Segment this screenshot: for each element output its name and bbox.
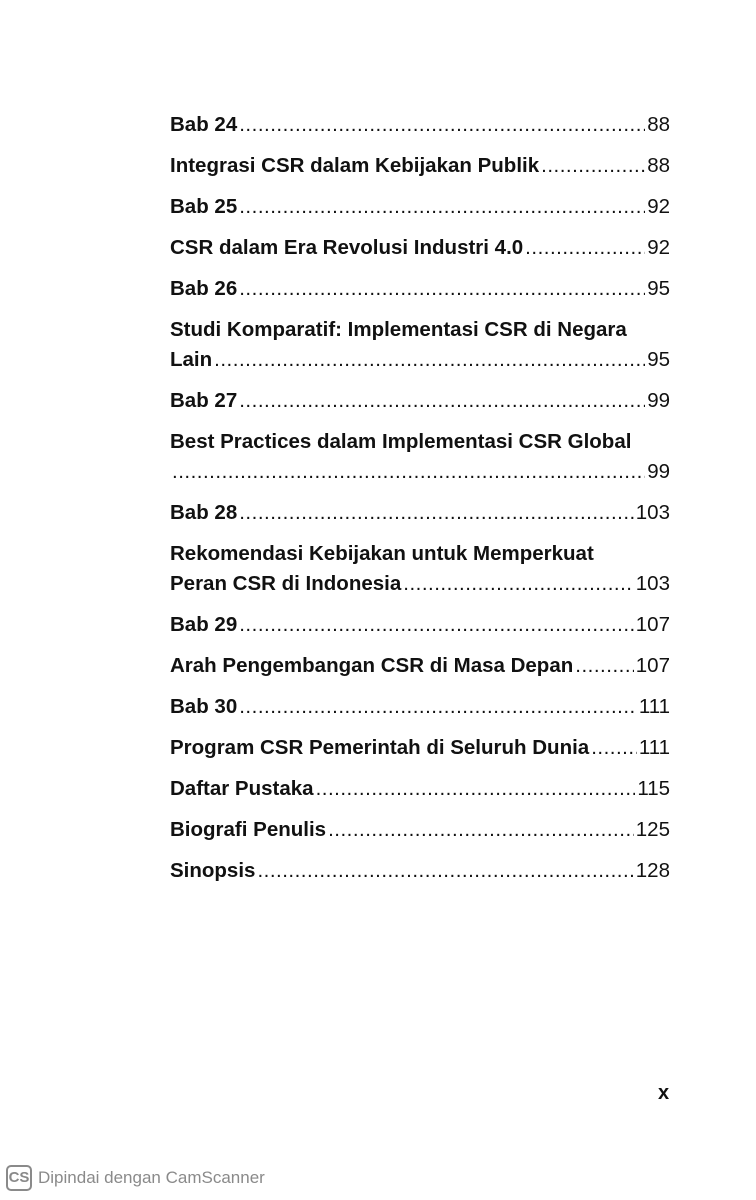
toc-entry-title: Arah Pengembangan CSR di Masa Depan xyxy=(170,654,574,677)
toc-entry xyxy=(170,774,670,804)
toc-entry xyxy=(170,692,670,722)
dot-leader xyxy=(328,815,634,845)
toc-entry-title: CSR dalam Era Revolusi Industri 4.0 xyxy=(170,236,524,259)
toc-entry xyxy=(170,274,670,304)
toc-entry-title: Integrasi CSR dalam Kebijakan Publik xyxy=(170,154,540,177)
toc-line xyxy=(170,274,670,304)
toc-line xyxy=(170,386,670,416)
toc-entry-title: Bab 29 xyxy=(170,613,238,636)
dot-leader xyxy=(239,692,637,722)
toc-line xyxy=(170,733,670,763)
toc-entry-title: Program CSR Pemerintah di Seluruh Dunia xyxy=(170,736,590,759)
toc-line xyxy=(170,457,670,487)
toc-line xyxy=(170,110,670,140)
toc-line xyxy=(170,192,670,222)
toc-line xyxy=(170,345,670,375)
toc-entry-title: Lain xyxy=(170,348,213,371)
toc-entry xyxy=(170,651,670,681)
toc-page-number: 92 xyxy=(647,195,670,218)
toc-page-number: 88 xyxy=(647,113,670,136)
toc-line xyxy=(170,856,670,886)
toc-page-number: 88 xyxy=(647,154,670,177)
toc-entry-title: Bab 24 xyxy=(170,113,238,136)
table-of-contents xyxy=(170,110,670,897)
toc-page-number: 99 xyxy=(647,389,670,412)
toc-entry xyxy=(170,110,670,140)
toc-entry xyxy=(170,856,670,886)
scanner-watermark xyxy=(6,1165,265,1191)
toc-entry xyxy=(170,539,670,599)
dot-leader xyxy=(214,345,645,375)
toc-entry-title-line: Rekomendasi Kebijakan untuk Memperkuat xyxy=(170,542,594,565)
toc-entry xyxy=(170,192,670,222)
toc-line xyxy=(170,610,670,640)
toc-entry-title: Bab 30 xyxy=(170,695,238,718)
dot-leader xyxy=(591,733,637,763)
dot-leader xyxy=(403,569,634,599)
dot-leader xyxy=(172,457,645,487)
toc-line xyxy=(170,498,670,528)
toc-page-number: 92 xyxy=(647,236,670,259)
dot-leader xyxy=(239,274,645,304)
dot-leader xyxy=(257,856,633,886)
toc-entry xyxy=(170,315,670,375)
toc-entry-title: Daftar Pustaka xyxy=(170,777,314,800)
toc-line xyxy=(170,651,670,681)
toc-entry-title: Bab 28 xyxy=(170,501,238,524)
toc-entry-title-line: Best Practices dalam Implementasi CSR Global xyxy=(170,430,632,453)
toc-entry xyxy=(170,733,670,763)
toc-page-number: 111 xyxy=(638,736,670,759)
toc-entry xyxy=(170,815,670,845)
toc-entry-title: Bab 27 xyxy=(170,389,238,412)
toc-entry-title: Sinopsis xyxy=(170,859,256,882)
toc-page-number: 111 xyxy=(638,695,670,718)
dot-leader xyxy=(239,192,645,222)
toc-entry-title-line: Studi Komparatif: Implementasi CSR di Negara xyxy=(170,318,627,341)
page-number: x xyxy=(658,1082,670,1104)
toc-entry-title: Bab 26 xyxy=(170,277,238,300)
toc-page-number: 115 xyxy=(637,777,670,800)
dot-leader xyxy=(239,386,645,416)
toc-entry xyxy=(170,427,670,487)
toc-entry xyxy=(170,151,670,181)
dot-leader xyxy=(239,610,634,640)
toc-page-number: 128 xyxy=(635,859,670,882)
dot-leader xyxy=(541,151,645,181)
toc-page-number: 103 xyxy=(635,572,670,595)
toc-page-number: 125 xyxy=(635,818,670,841)
toc-line xyxy=(170,233,670,263)
toc-line xyxy=(170,569,670,599)
toc-line xyxy=(170,774,670,804)
toc-page-number: 99 xyxy=(647,460,670,483)
toc-page-number: 95 xyxy=(647,277,670,300)
toc-entry xyxy=(170,233,670,263)
dot-leader xyxy=(239,498,634,528)
toc-page-number: 107 xyxy=(635,613,670,636)
toc-entry xyxy=(170,498,670,528)
toc-entry xyxy=(170,386,670,416)
dot-leader xyxy=(316,774,636,804)
camscanner-logo-icon: CS xyxy=(6,1165,32,1191)
toc-entry xyxy=(170,610,670,640)
dot-leader xyxy=(239,110,645,140)
toc-page-number: 103 xyxy=(635,501,670,524)
toc-line xyxy=(170,692,670,722)
toc-entry-title: Bab 25 xyxy=(170,195,238,218)
dot-leader xyxy=(525,233,645,263)
dot-leader xyxy=(575,651,634,681)
toc-line xyxy=(170,815,670,845)
toc-entry-title: Biografi Penulis xyxy=(170,818,327,841)
toc-entry-title: Peran CSR di Indonesia xyxy=(170,572,402,595)
watermark-text: Dipindai dengan CamScanner xyxy=(38,1168,265,1187)
toc-line xyxy=(170,151,670,181)
toc-page-number: 95 xyxy=(647,348,670,371)
toc-page-number: 107 xyxy=(635,654,670,677)
